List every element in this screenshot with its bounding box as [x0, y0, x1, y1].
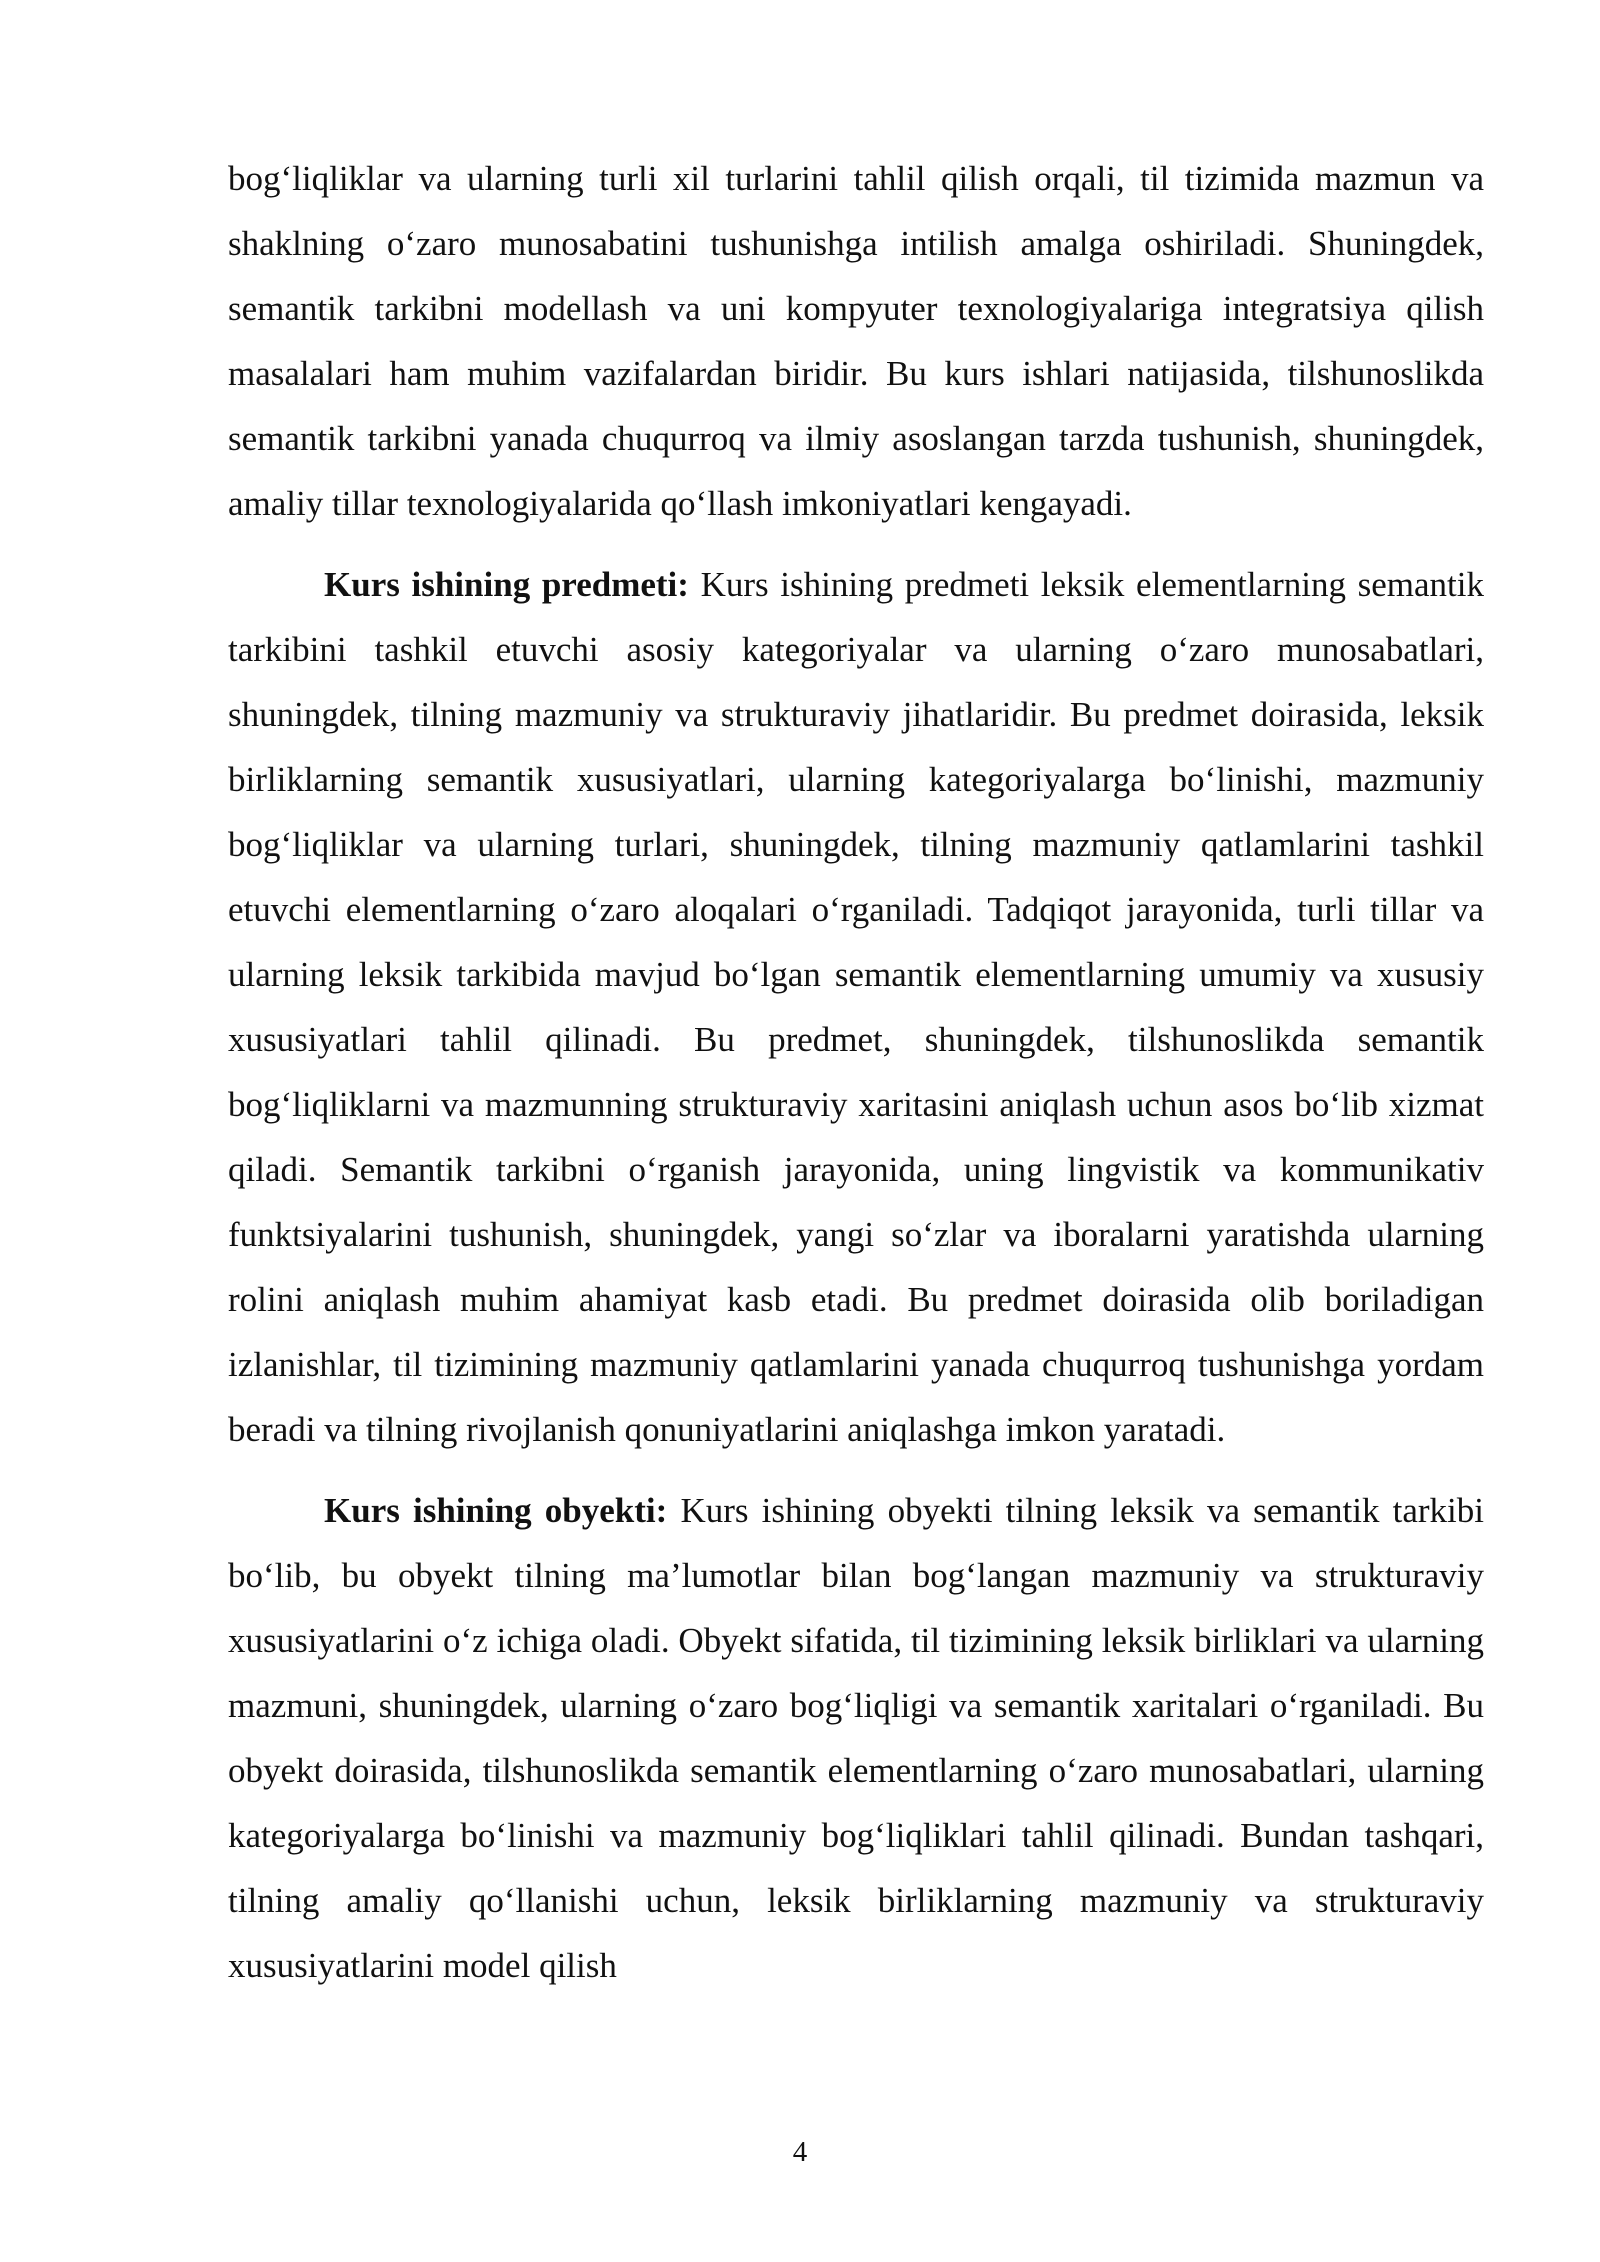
intro-paragraph: [228, 146, 1484, 536]
paragraph-text: bog‘liqliklar va ularning turli xil turlarini tahlil qilish orqali, til tizimida mazmun va shaklning o‘zaro munosabatini tushunishga intilish amalga oshiriladi. Shuningdek, semantik tarkibni modellash va uni kompyuter texnologiyalariga integratsiya qilish masalalari ham muhim vazifalardan biridir. Bu kurs ishlari natijasida, tilshunoslikda semantik tarkibni yanada chuqurroq va ilmiy asoslangan tarzda tushunish, shuningdek, amaliy tillar texnologiyalarida qo‘llash imkoniyatlari kengayadi.: [228, 159, 1484, 523]
page-number: 4: [792, 2136, 808, 2168]
paragraph-lead: Kurs ishining obyekti:: [324, 1491, 668, 1530]
subject-paragraph: [228, 552, 1484, 1462]
object-paragraph: [228, 1478, 1484, 1998]
paragraph-lead: Kurs ishining predmeti:: [324, 565, 689, 604]
paragraph-text: Kurs ishining obyekti tilning leksik va semantik tarkibi bo‘lib, bu obyekt tilning ma’lumotlar bilan bog‘langan mazmuniy va strukturaviy xususiyatlarini o‘z ichiga oladi. Obyekt sifatida, til tizimining leksik birliklari va ularning mazmuni, shuningdek, ularning o‘zaro bog‘liqligi va semantik xaritalari o‘rganiladi. Bu obyekt doirasida, tilshunoslikda semantik elementlarning o‘zaro munosabatlari, ularning kategoriyalarga bo‘linishi va mazmuniy bog‘liqliklari tahlil qilinadi. Bundan tashqari, tilning amaliy qo‘llanishi uchun, leksik birliklarning mazmuniy va strukturaviy xususiyatlarini model qilish: [228, 1491, 1484, 1985]
document-page: [228, 146, 1484, 1998]
paragraph-text: Kurs ishining predmeti leksik elementlarning semantik tarkibini tashkil etuvchi asosiy kategoriyalar va ularning o‘zaro munosabatlari, shuningdek, tilning mazmuniy va strukturaviy jihatlaridir. Bu predmet doirasida, leksik birliklarning semantik xususiyatlari, ularning kategoriyalarga bo‘linishi, mazmuniy bog‘liqliklar va ularning turlari, shuningdek, tilning mazmuniy qatlamlarini tashkil etuvchi elementlarning o‘zaro aloqalari o‘rganiladi. Tadqiqot jarayonida, turli tillar va ularning leksik tarkibida mavjud bo‘lgan semantik elementlarning umumiy va xususiy xususiyatlari tahlil qilinadi. Bu predmet, shuningdek, tilshunoslikda semantik bog‘liqliklarni va mazmunning strukturaviy xaritasini aniqlash uchun asos bo‘lib xizmat qiladi. Semantik tarkibni o‘rganish jarayonida, uning lingvistik va kommunikativ funktsiyalarini tushunish, shuningdek, yangi so‘zlar va iboralarni yaratishda ularning rolini aniqlash muhim ahamiyat kasb etadi. Bu predmet doirasida olib boriladigan izlanishlar, til tizimining mazmuniy qatlamlarini yanada chuqurroq tushunishga yordam beradi va tilning rivojlanish qonuniyatlarini aniqlashga imkon yaratadi.: [228, 565, 1484, 1449]
